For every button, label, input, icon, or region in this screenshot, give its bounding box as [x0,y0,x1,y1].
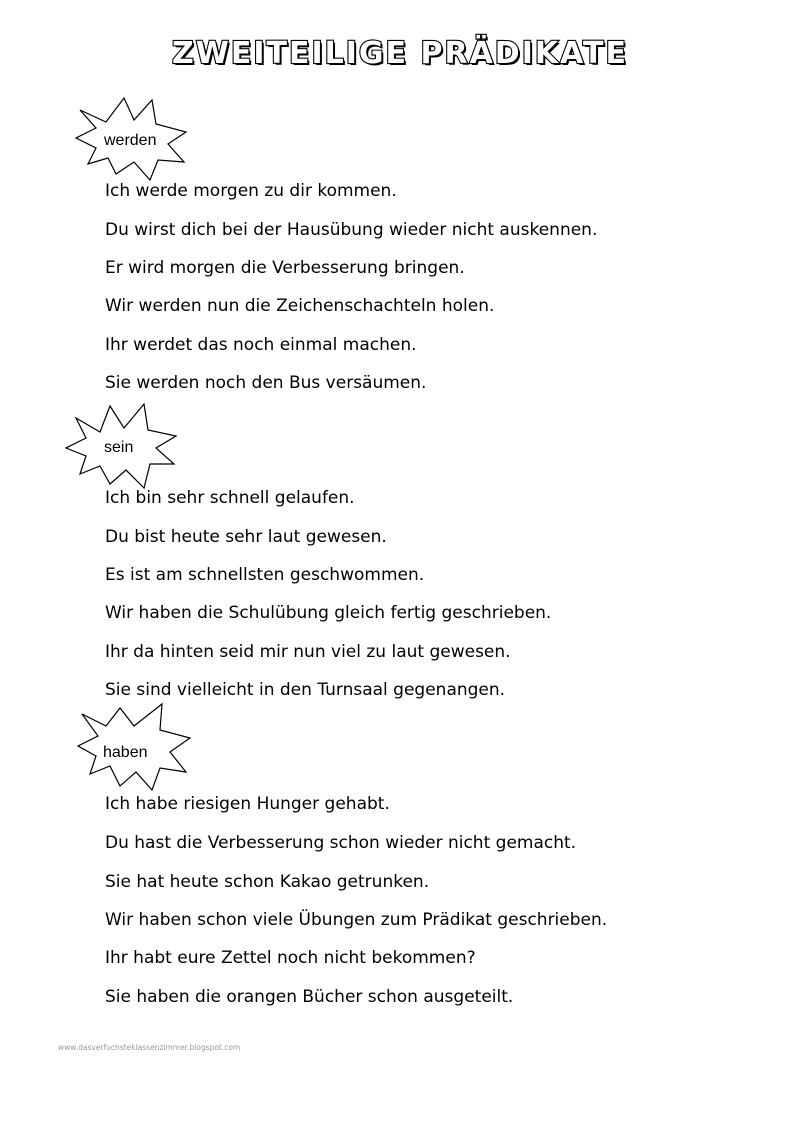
sentence-2-6: Sie sind vielleicht in den Turnsaal gegenangen. [105,680,506,700]
sentence-3-2: Du hast die Verbesserung schon wieder nicht gemacht. [105,833,577,853]
sentence-1-1: Ich werde morgen zu dir kommen. [105,181,397,201]
sentence-2-5: Ihr da hinten seid mir nun viel zu laut gewesen. [105,642,511,662]
sentence-2-4: Wir haben die Schulübung gleich fertig geschrieben. [105,603,552,623]
sentence-1-3: Er wird morgen die Verbesserung bringen. [105,258,465,278]
sentence-2-2: Du bist heute sehr laut gewesen. [105,527,387,547]
sentence-3-1: Ich habe riesigen Hunger gehabt. [105,794,390,814]
sentence-3-4: Wir haben schon viele Übungen zum Prädikat geschrieben. [105,910,608,930]
section-label-haben: haben [103,744,148,761]
starburst-werden [74,96,190,182]
sentence-3-3: Sie hat heute schon Kakao getrunken. [105,872,430,892]
sentence-1-5: Ihr werdet das noch einmal machen. [105,335,417,355]
sentence-1-4: Wir werden nun die Zeichenschachteln holen. [105,296,495,316]
sentence-3-5: Ihr habt eure Zettel noch nicht bekommen? [105,948,476,968]
page-title: ZWEITEILIGE PRÄDIKATE [172,36,628,71]
section-label-werden: werden [104,132,157,149]
sentence-2-1: Ich bin sehr schnell gelaufen. [105,488,355,508]
sentence-1-6: Sie werden noch den Bus versäumen. [105,373,427,393]
section-label-sein: sein [104,439,134,456]
sentence-1-2: Du wirst dich bei der Hausübung wieder nicht auskennen. [105,220,598,240]
starburst-haben [76,702,196,792]
starburst-sein [64,402,180,490]
sentence-3-6: Sie haben die orangen Bücher schon ausgeteilt. [105,987,514,1007]
footer-url: www.dasverfuchsteklassenzimmer.blogspot.com [58,1043,241,1052]
sentence-2-3: Es ist am schnellsten geschwommen. [105,565,425,585]
